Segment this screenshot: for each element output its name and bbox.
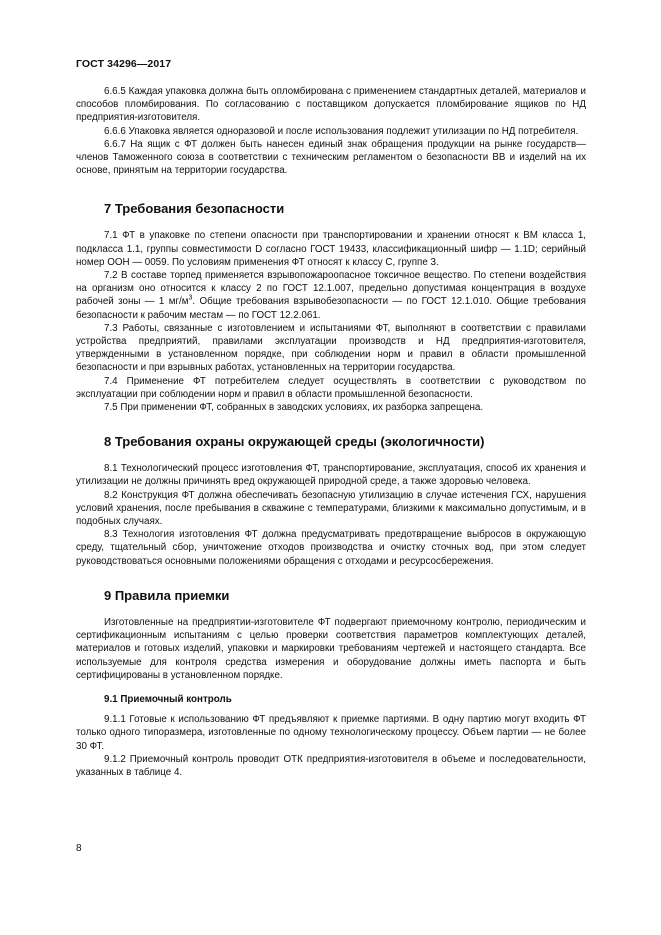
paragraph-9-intro: Изготовленные на предприятии-изготовителе ФТ подвергают приемочному контролю, периодическим и сертификационным испытаниям с целью проверки соответствия параметров комплектующих деталей, материалов и готовых изделий, упаковки и маркировки требованиям чертежей и настоящего стандарта. Все используемые для контроля средства измерения и оборудование должны иметь паспорта и быть сертифицированы в установленном порядке.: [76, 616, 586, 681]
paragraph-8-2: 8.2 Конструкция ФТ должна обеспечивать безопасную утилизацию в случае истечения ГСХ, нарушения условий хранения, после пребывания в скважине с температурами, близкими к максимально допустимым, и в подобных случаях.: [76, 489, 586, 528]
paragraph-7-2-text-a: 7.2 В составе торпед применяется взрывопожароопасное токсичное вещество. По степени воздействия на организм оно относится к классу 2 по ГОСТ 12.1.007, предельно допустимая концентрация в воздухе рабочей зоны — 1 мг/м: [76, 270, 586, 308]
paragraph-8-3: 8.3 Технология изготовления ФТ должна предусматривать предотвращение выбросов в окружающую среду, тщательный сбор, уничтожение отходов производства и очистку сточных вод, при этом следует руководствоваться основными положениями обращения с отходами и ресурсосбережения.: [76, 529, 586, 567]
section-9-heading: 9 Правила приемки: [104, 587, 230, 603]
paragraph-9-1-1: 9.1.1 Готовые к использованию ФТ предъявляют к приемке партиями. В одну партию могут входить ФТ только одного типоразмера, изготовленные по одному технологическому процессу. Объем партии — не более 30 ФТ.: [76, 714, 586, 752]
section-8-heading: 8 Требования охраны окружающей среды (экологичности): [104, 434, 485, 450]
section-7-heading: 7 Требования безопасности: [104, 201, 285, 217]
paragraph-6-6-7: 6.6.7 На ящик с ФТ должен быть нанесен единый знак обращения продукции на рынке государств—членов Таможенного союза в соответствии с техническим регламентом о безопасности ВВ и изделий на их основе, принятым на территории государства.: [76, 138, 586, 177]
paragraph-7-4: 7.4 Применение ФТ потребителем следует осуществлять в соответствии с руководством по эксплуатации при соблюдении норм и правил в области промышленной безопасности.: [76, 375, 586, 400]
paragraph-7-3: 7.3 Работы, связанные с изготовлением и испытаниями ФТ, выполняют в соответствии с правилами устройства предприятий, правилами эксплуатации производств и НД предприятия-изготовителя, утвержденными в установленном порядке, при соблюдении норм и правил в области промышленной безопасности и при взрывных работах, установленных на территории государства.: [76, 322, 586, 374]
document-code-header: ГОСТ 34296—2017: [76, 58, 172, 70]
paragraph-6-6-5: 6.6.5 Каждая упаковка должна быть опломбирована с применением стандартных деталей, материалов и способов пломбирования. По согласованию с поставщиком допускается пломбирование ящиков по НД предприятия-изготовителя.: [76, 86, 586, 124]
paragraph-7-1: 7.1 ФТ в упаковке по степени опасности при транспортировании и хранении относят к ВМ класса 1, подкласса 1.1, группы совместимости D согласно ГОСТ 19433, классификационный шифр — 1.1D; серийный номер ООН — 0059. По условиям применения ФТ относят к классу С, группе 3.: [76, 230, 586, 268]
paragraph-7-2-text-b: . Общие требования взрывобезопасности — по ГОСТ 12.1.010. Общие требования безопасности к рабочим местам — по ГОСТ 12.2.061.: [76, 296, 586, 321]
paragraph-6-6-6: 6.6.6 Упаковка является одноразовой и после использования подлежит утилизации по НД потребителя.: [104, 125, 579, 137]
document-body: [76, 85, 586, 779]
paragraph-7-5: 7.5 При применении ФТ, собранных в заводских условиях, их разборка запрещена.: [104, 402, 484, 414]
paragraph-9-1-2: 9.1.2 Приемочный контроль проводит ОТК предприятия-изготовителя в объеме и последовательности, указанных в таблице 4.: [76, 753, 586, 778]
page-number: 8: [76, 843, 82, 854]
superscript-cubic: 3: [188, 295, 193, 303]
subsection-9-1-heading: 9.1 Приемочный контроль: [104, 693, 232, 705]
paragraph-8-1: 8.1 Технологический процесс изготовления ФТ, транспортирование, эксплуатация, способ их хранения и утилизации не должны причинять вред окружающей природной среде, а также здоровью человека.: [76, 463, 586, 488]
paragraph-7-2: [76, 269, 586, 322]
